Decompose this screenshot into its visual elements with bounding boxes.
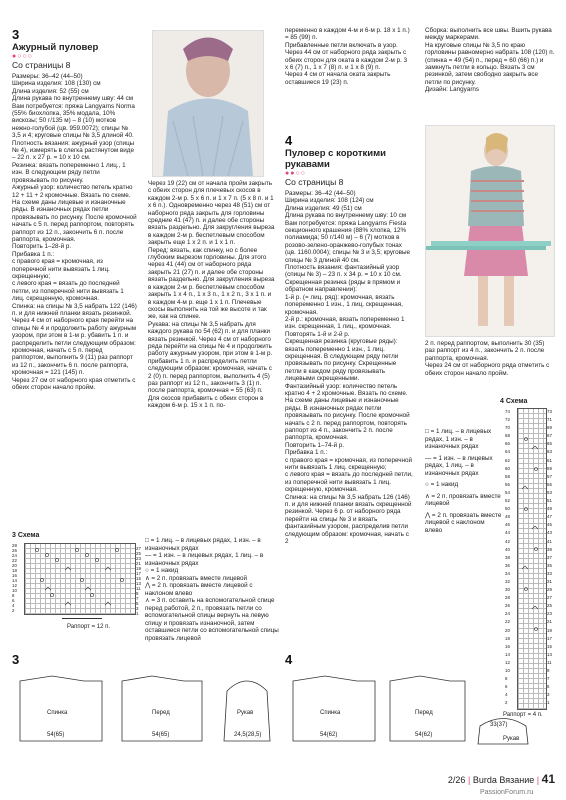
patterns-4-drawing — [285, 666, 540, 751]
pattern-back-width: 54(62) — [320, 732, 338, 738]
schema-row-numbers-odd: 27 25 23 21 19 17 15 13 11 9 7 5 3 1 — [136, 546, 141, 616]
pattern-front-width: 54(65) — [152, 732, 170, 738]
legend-item: ○ = 1 накид — [425, 481, 459, 488]
legend-4 — [425, 428, 503, 534]
article-source: Со страницы 8 — [285, 177, 344, 187]
schema-label: 3 Схема — [12, 532, 40, 539]
middle-column-text: Через 19 (22) см от начала пройм закрыть с обеих сторон для плечевых скосов в каждом 2-м р. 5 x 6 п. и 1 x 7 п. (5 x 8 п. и 1 x 6 п.). Одновременно через 48 (51) см от наборного ряда закрыть для горловины средние 41 (47) п. и далее обе стороны вязать раздельно. Для закругления выреза в каждом 2-м р. беспетлевым способом закрыть еще 1 x 2 п. и 1 x 1 п. Перед: вязать, как спинку, но с более глубоким вырезом горловины. Для этого через 41 (44) см от наборного ряда закрыть 21 (27) п. и далее обе стороны вязать раздельно. Для закругления выреза в каждом 2-м р. беспетлевым способом закрыть 1 x 4 п., 1 x 3 п., 1 x 2 п., 3 x 1 п. и в каждом 4-м р. еще 1 x 1 п. Плечевые скосы выполнить на той же высоте и так же, как на спинке. Рукава: на спицы № 3,5 набрать для каждого рукава по 54 (62) п. и для планки вязать резинкой. Через 4 см от наборного ряда перейти на спицы № 4 и продолжить работу ажурным узором, при этом в 1-м р. прибавить 1 п. и распределить петли следующим образом: кромочная, начать с 2 (0) п. перед раппортом, выполнить 4 (5) раз раппорт из 12 п., закончить 3 (1) п. после раппорта, кромочная = 55 (63) п. Для скосов прибавить с обеих сторон в каждом 6-м р. 15 x 1 п. по- — [148, 180, 275, 410]
pattern-sleeve-label: Рукав — [237, 710, 254, 716]
rapport-bracket — [62, 618, 102, 619]
legend-item: ⋀ = 2 п. провязать вместе лицевой с наклоном влево — [145, 582, 253, 597]
watermark: PassionForum.ru — [480, 789, 534, 796]
legend-3 — [145, 537, 280, 642]
legend-item: ∧ = 2 п. провязать вместе лицевой — [425, 492, 501, 507]
article-3 — [12, 27, 137, 475]
schema-label: 4 Схема — [500, 398, 528, 405]
article-body: Размеры: 36–42 (44–50) Ширина изделия: 108 (124) см Длина изделия: 49 (51) см Длина рукава по внутреннему шву: 10 см Вам потребуется: пряжа Langyarns Fiesta секционного крашения (88% хлопка, 12% полиамида; 50 г/140 м) – 6 (7) мотков в розово-зелено-оранжево-голубых тонах (цв. 1160.0004); спицы № 3 и 3,5; круговые спицы № 3 длиной 40 см. Плотность вязания: фантазийный узор (спицы № 3) – 23 п. x 34 р. = 10 x 10 см. Скрещенная резинка (ряды в прямом и обратном направлении): 1-й р. (= лиц. ряд): кромочная, вязать попеременно 1 изн., 1 лиц. скрещенная, кромочная. 2-й р.: кромочная, вязать попеременно 1 изн. скрещенная, 1 лиц., кромочная. Повторять 1-й и 2-й р. Скрещенная резинка (круговые ряды): вязать попеременно 1 изн., 1 лиц. скрещенная. В следующем ряду петли провязывать по рисунку. Скрещенные петли в каждом ряду провязывать лицевыми скрещенными. Фантазийный узор: количество петель кратно 4 + 2 кромочные. Вязать по схеме. На схеме даны лицевые и изнаночные ряды. В изнаночных рядах петли провязывать по рисунку. После кромочной начать с 2 п. перед раппортом, повторять раппорт из 4 п., закончить 2 п. после раппорта, кромочная. Повторить 1–74-й р. Прибавка 1 п.: с правого края = кромочная, из поперечной нити вывязать 1 лиц. скрещенную; с левого края = вязать до последней петли, из поперечной нити вывязать 1 лиц. скрещенную, кромочная. Спинка: на спицы № 3,5 набрать 126 (146) п. и для нижней планки вязать скрещенной резинкой. Через 6 р. от наборного ряда перейти на спицы № 3 и вязать фантазийным узором, распределив петли следующим образом: кромочная, начать с 2 — [285, 190, 413, 546]
page-footer: 2/26 | Burda Вязание | 41 — [447, 772, 555, 786]
pattern-sleeve-label: Рукав — [503, 736, 520, 742]
schema-row-numbers: 28 26 24 22 20 18 16 14 12 10 8 6 4 2 — [12, 543, 17, 613]
schema-rapport: Раппорт = 4 п. — [503, 712, 543, 718]
patterns-3-drawing — [12, 666, 282, 751]
legend-item: ○ = 1 накид — [145, 567, 179, 574]
photo-short-sleeve-pullover — [425, 125, 555, 337]
article-title: Ажурный пуловер — [12, 42, 99, 53]
article-body: Размеры: 36–42 (44–50) Ширина изделия: 108 (130) см Длина изделия: 52 (55) см Длина рукава по внутреннему шву: 44 см Вам потребуется: пряжа Langyarns Norma (55% биохлопка, 35% модала, 10% вискозы; 50 г/135 м) – 8 (10) мотков нежно-голубой (цв. 959.0072); спицы № 3,5 и 4; круговые спицы № 3,5 длиной 40. Плотность вязания: ажурный узор (спицы № 4), измерять в слегка растянутом виде – 22 п. x 27 р. = 10 x 10 см. Резинка: вязать попеременно 1 лиц., 1 изн. В следующем ряду петли провязывать по рисунку. Ажурный узор: количество петель кратно 12 + 11 + 2 кромочные. Вязать по схеме. На схеме даны лицевые и изнаночные ряды. В изнаночных рядах петли провязывать по рисунку. После кромочной начать с 5 п. перед раппортом, повторять раппорт из 12 п., закончить 6 п. после раппорта, кромочная. Повторить 1–28-й р. Прибавка 1 п.: с правого края = кромочная, из поперечной нити вывязать 1 лиц. скрещенную; с левого края = вязать до последней петли, из поперечной нити вывязать 1 лиц. скрещенную, кромочная. Спинка: на спицы № 3,5 набрать 122 (146) п. и для нижней планки вязать резинкой. Через 4 см от наборного края перейти на спицы № 4 и продолжить работу ажурным узором, при этом в 1-м р. убавить 1 п. и распределить петли следующим образом: кромочная, начать с 5 п. перед раппортом, выполнить 9 (11) раз раппорт из 12 п., закончить 6 п. после раппорта, кромочная = 121 (145) п. Через 27 см от наборного края отметить с обеих сторон начало пройм. — [12, 73, 137, 392]
pattern-front-width: 54(62) — [415, 732, 433, 738]
article-source: Со страницы 8 — [12, 60, 71, 70]
article-number: 3 — [12, 27, 20, 42]
difficulty-dots: ●○○○ — [12, 53, 33, 60]
far-right-text: Сборка: выполнить все швы. Вшить рукава между маркерами. На круговые спицы № 3,5 по краю горловины равномерно набрать 108 (120) п. (спинка = 49 (54) п., перед = 60 (66) п.) и замкнуть петли в кольцо. Вязать 3 см резинкой, затем свободно закрыть все петли по рисунку. Дизайн: Langyarns — [425, 27, 555, 94]
pattern-front-label: Перед — [415, 710, 433, 716]
legend-item: □ = 1 лиц. – в лицевых рядах, 1 изн. – в изнаночных рядах — [145, 537, 261, 552]
footer-page: 41 — [541, 772, 555, 786]
right-top-text: переменно в каждом 4-м и 6-м р. 18 x 1 п.) = 85 (99) п. Прибавленные петли включать в узор. Через 44 см от наборного ряда закрыть с обеих сторон для оката в каждом 2-м р. 3 x 6 (7) п., 1 x 7 (8) п. и 1 x 8 (9) п. Через 4 см от начала оката закрыть оставшиеся 19 (23) п. — [285, 27, 410, 86]
pattern-back-width: 54(65) — [47, 732, 65, 738]
schema-rapport: Раппорт = 12 п. — [67, 624, 111, 630]
schema-row-numbers: 73 71 69 67 65 63 61 59 57 55 53 51 49 47 45 43 41 39 37 35 33 31 29 27 25 23 21 19 17 15 13 11 9 7 5 3 1 — [547, 409, 552, 706]
patterns-4 — [285, 652, 540, 762]
patterns-3 — [12, 652, 282, 762]
pattern-sleeve-width: 33(37) — [490, 722, 508, 728]
footer-issue: 2/26 — [447, 775, 466, 785]
pattern-back-label: Спинка — [320, 710, 341, 716]
pattern-back-label: Спинка — [47, 710, 68, 716]
article-title: Пуловер с короткими рукавами — [285, 148, 386, 170]
photo-lace-pullover — [152, 30, 264, 177]
right-mid-text: 2 п. перед раппортом, выполнить 30 (35) раз раппорт из 4 п., закончить 2 п. после раппорта, кромочная. Через 24 см от наборного ряда отметить с обеих сторон начало пройм. — [425, 340, 550, 377]
pattern-front-label: Перед — [152, 710, 170, 716]
schema-grid — [24, 543, 136, 615]
legend-item: ∧ = 2 п. провязать вместе лицевой — [145, 574, 248, 582]
legend-item: ⋀ = 2 п. провязать вместе лицевой с наклоном влево — [425, 511, 502, 534]
patterns-number: 3 — [12, 652, 20, 667]
difficulty-dots: ●●○○ — [285, 170, 306, 177]
schema-row-numbers-even: 74 72 70 68 66 64 62 60 58 56 54 52 50 48 46 44 42 40 38 36 34 32 30 28 26 24 22 20 18 16 14 12 10 8 6 4 2 — [505, 409, 510, 706]
legend-item: — = 1 изн. – в лицевых рядах, 1 лиц. – в изнаночных рядах — [425, 454, 493, 477]
legend-item: — = 1 изн. – в лицевых рядах, 1 лиц. – в изнаночных рядах — [145, 552, 264, 567]
article-number: 4 — [285, 133, 293, 148]
legend-item: □ = 1 лиц. – в лицевых рядах, 1 изн. – в изнаночных рядах — [425, 428, 492, 450]
legend-item: ⋏ = 3 п. оставить на вспомогательной спице перед работой, 2 п., провязать петли со вспомогательной спицы вернуть на левую спицу и провязать изнаночной, затем оставшиеся петли со вспомогательной спицы провязать лицевой — [145, 597, 279, 642]
pattern-sleeve-width: 24,5(28,5) — [234, 732, 262, 738]
patterns-number: 4 — [285, 652, 293, 667]
footer-magazine: Burda Вязание — [472, 775, 535, 785]
article-4 — [285, 133, 413, 690]
schema-3 — [12, 532, 144, 642]
